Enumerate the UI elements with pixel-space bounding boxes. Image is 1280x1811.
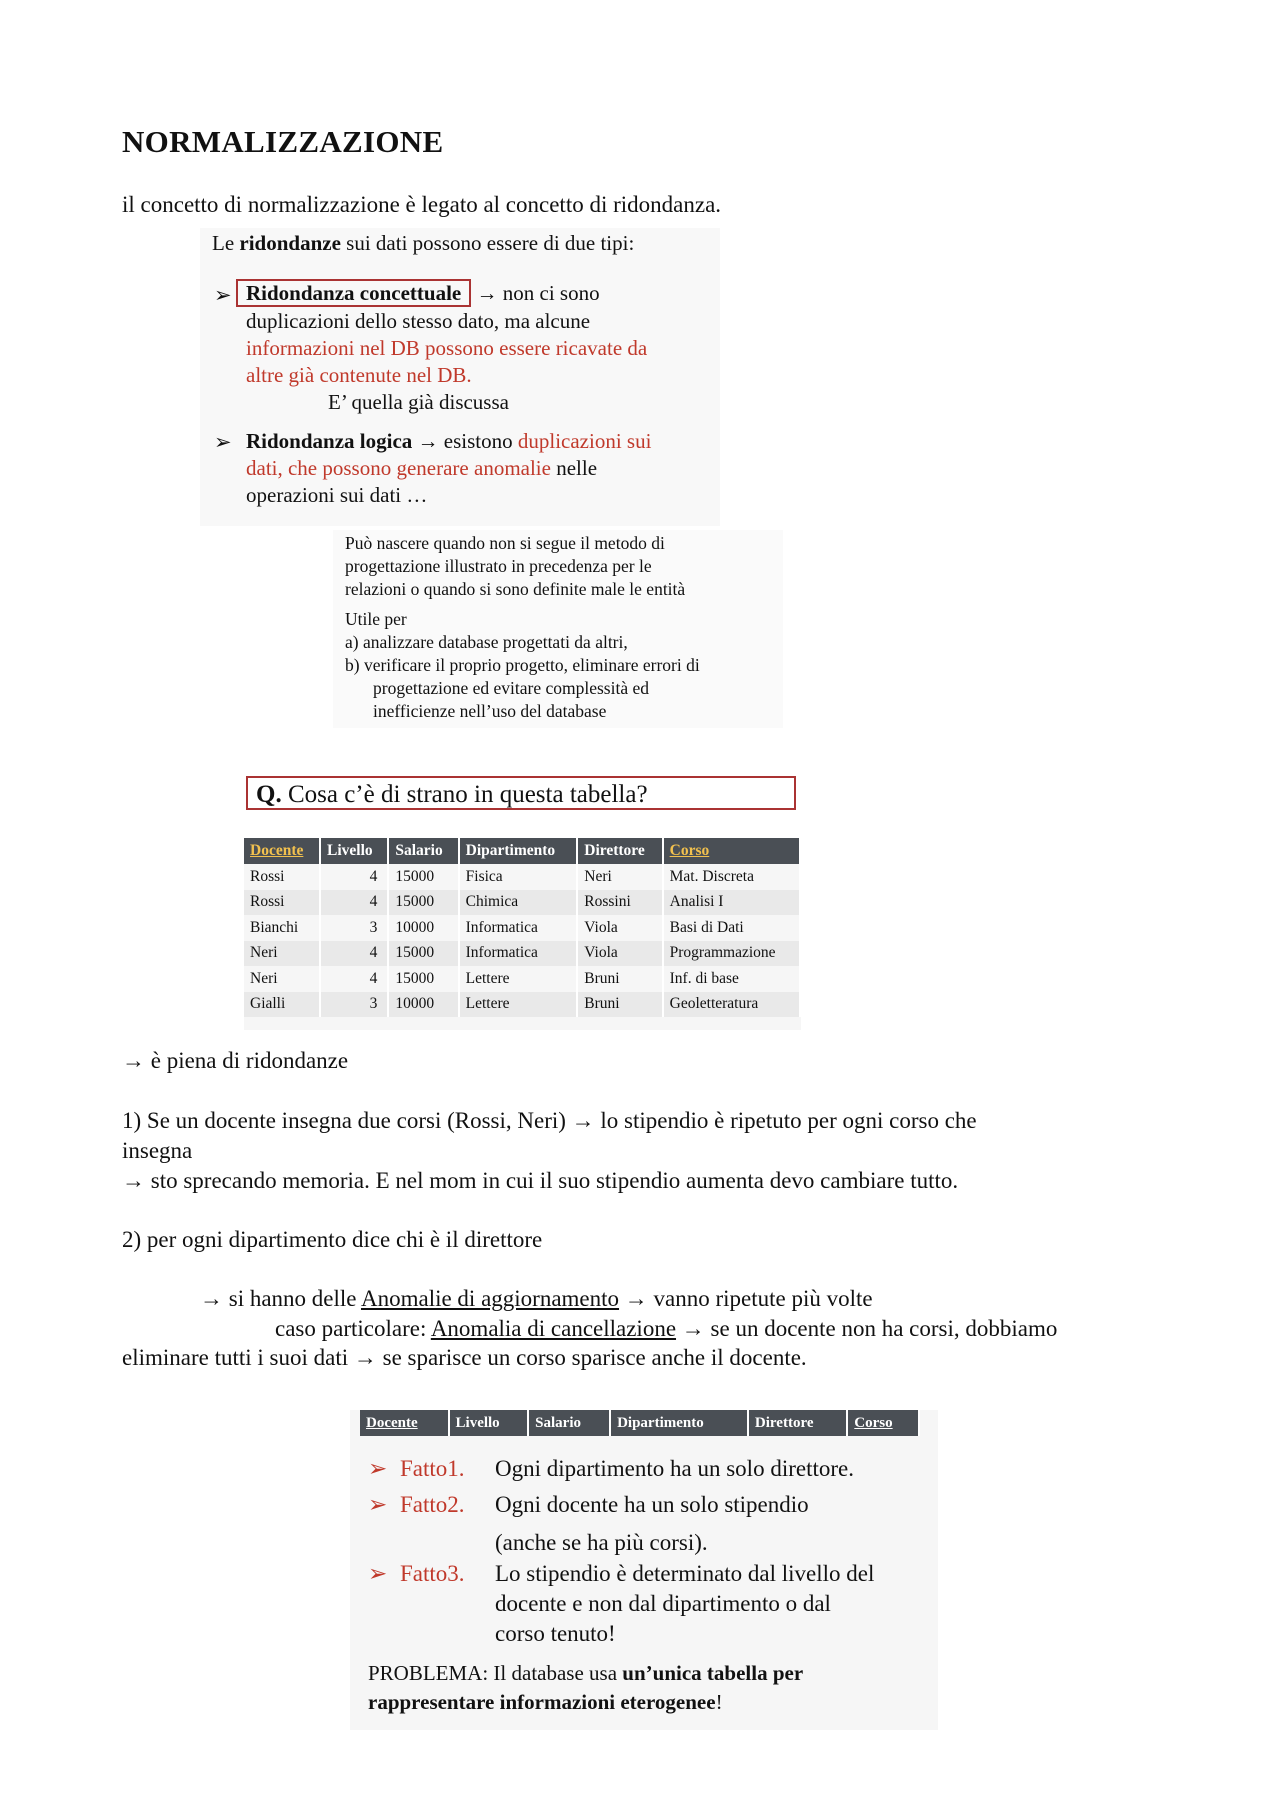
col-salario: Salario <box>388 838 458 864</box>
col-direttore: Direttore <box>748 1410 847 1436</box>
cell: Viola <box>577 941 662 967</box>
cell: Neri <box>577 864 662 890</box>
s2-b1: b) verificare il proprio progetto, eliminare errori di <box>345 655 700 675</box>
slide-fatti <box>350 1410 938 1730</box>
note-2: 2) per ogni dipartimento dice chi è il direttore <box>122 1227 543 1252</box>
example-table <box>244 838 801 1030</box>
s2-p1: Può nascere quando non si segue il metodo di <box>345 533 665 553</box>
cell: Mat. Discreta <box>663 864 800 890</box>
fatto2-text: Ogni docente ha un solo stipendio <box>495 1492 809 1517</box>
cell: Rossi <box>244 890 320 916</box>
b1-line2: duplicazioni dello stesso dato, ma alcune <box>246 309 591 333</box>
question-box: Q. Cosa c’è di strano in questa tabella? <box>246 776 796 810</box>
cell: Rossini <box>577 890 662 916</box>
b2-line3: operazioni sui dati … <box>246 483 428 507</box>
s2-p4: Utile per <box>345 609 407 629</box>
b2-line2: dati, che possono generare anomalie nelle <box>246 456 598 480</box>
cell: Neri <box>244 966 320 992</box>
b1-first-line: Ridondanza concettuale → non ci sono <box>236 280 600 307</box>
bullet-icon: ➢ <box>368 1492 388 1517</box>
cell: Basi di Dati <box>663 915 800 941</box>
fatto3-text2: docente e non dal dipartimento o dal <box>495 1591 831 1616</box>
fatto3-text: Lo stipendio è determinato dal livello del <box>495 1561 875 1586</box>
cell: Viola <box>577 915 662 941</box>
s2-p3: relazioni o quando si sono definite male le entità <box>345 579 686 599</box>
cell: Rossi <box>244 864 320 890</box>
col-corso: Corso <box>847 1410 919 1436</box>
cell: 4 <box>320 890 388 916</box>
fatto1-text: Ogni dipartimento ha un solo direttore. <box>495 1456 854 1481</box>
fatto1-label: Fatto1. <box>400 1456 465 1481</box>
cell: Lettere <box>459 992 578 1018</box>
cell: Gialli <box>244 992 320 1018</box>
cell: Chimica <box>459 890 578 916</box>
col-docente: Docente <box>360 1410 449 1436</box>
col-livello: Livello <box>449 1410 529 1436</box>
intro-text: il concetto di normalizzazione è legato al concetto di ridondanza. <box>122 192 722 217</box>
col-corso: Corso <box>663 838 800 864</box>
bullet-icon: ➢ <box>214 430 232 454</box>
table-row <box>244 941 800 967</box>
cell: 15000 <box>388 890 458 916</box>
table-row <box>244 864 800 890</box>
cell: 4 <box>320 966 388 992</box>
table-row <box>244 966 800 992</box>
cell: 3 <box>320 992 388 1018</box>
fatto3-label: Fatto3. <box>400 1561 465 1586</box>
cell: Geoletteratura <box>663 992 800 1018</box>
cell: Fisica <box>459 864 578 890</box>
problema-line1: PROBLEMA: Il database usa un’unica tabella per <box>368 1661 804 1685</box>
slide-ridondanze <box>200 228 720 526</box>
fatto2-text2: (anche se ha più corsi). <box>495 1530 708 1555</box>
cell: Informatica <box>459 941 578 967</box>
bullet-icon: ➢ <box>368 1561 388 1586</box>
cell: Neri <box>244 941 320 967</box>
cell: 15000 <box>388 941 458 967</box>
table-header-row <box>360 1410 919 1436</box>
s2-b2: progettazione ed evitare complessità ed <box>373 678 649 698</box>
note-1b: insegna <box>122 1138 193 1163</box>
b2-first-line: Ridondanza logica → esistono duplicazioni sui <box>246 429 652 453</box>
note-anomalie-aggiornamento: → si hanno delle Anomalie di aggiornamento → vanno ripetute più volte <box>200 1286 873 1311</box>
cell: Informatica <box>459 915 578 941</box>
note-anomalia-cancellazione: caso particolare: Anomalia di cancellazione → se un docente non ha corsi, dobbiamo <box>275 1316 1058 1341</box>
s2-p2: progettazione illustrato in precedenza per le <box>345 556 652 576</box>
page-title: NORMALIZZAZIONE <box>122 124 444 159</box>
col-dipartimento: Dipartimento <box>459 838 578 864</box>
b1-line4: altre già contenute nel DB. <box>246 363 472 387</box>
cell: 3 <box>320 915 388 941</box>
cell: Bruni <box>577 966 662 992</box>
slide1-lead: Le ridondanze sui dati possono essere di due tipi: <box>212 231 635 255</box>
ridondanza-concettuale-box: Ridondanza concettuale <box>236 279 471 307</box>
cell: 4 <box>320 864 388 890</box>
b1-line3: informazioni nel DB possono essere ricavate da <box>246 336 648 360</box>
cell: 10000 <box>388 992 458 1018</box>
cell: 15000 <box>388 966 458 992</box>
cell: Inf. di base <box>663 966 800 992</box>
cell: Analisi I <box>663 890 800 916</box>
cell: Bianchi <box>244 915 320 941</box>
table-row <box>244 890 800 916</box>
col-docente: Docente <box>244 838 320 864</box>
col-salario: Salario <box>528 1410 610 1436</box>
note-1c: → sto sprecando memoria. E nel mom in cui il suo stipendio aumenta devo cambiare tutto. <box>122 1168 959 1193</box>
col-direttore: Direttore <box>577 838 662 864</box>
note-1: 1) Se un docente insegna due corsi (Rossi, Neri) → lo stipendio è ripetuto per ogni corso che <box>122 1108 977 1133</box>
col-dipartimento: Dipartimento <box>610 1410 748 1436</box>
slide-utilita <box>333 530 783 728</box>
cell: Bruni <box>577 992 662 1018</box>
b1-line5: E’ quella già discussa <box>328 390 509 414</box>
bullet-icon: ➢ <box>214 283 232 307</box>
note-piena-ridondanze: → è piena di ridondanze <box>122 1048 349 1073</box>
fatto3-text3: corso tenuto! <box>495 1621 616 1646</box>
s2-a: a) analizzare database progettati da altri, <box>345 632 628 652</box>
cell: 15000 <box>388 864 458 890</box>
cell: 4 <box>320 941 388 967</box>
cell: 10000 <box>388 915 458 941</box>
col-livello: Livello <box>320 838 388 864</box>
table-row <box>244 915 800 941</box>
cell: Lettere <box>459 966 578 992</box>
note-cancellazione-tail: eliminare tutti i suoi dati → se sparisce un corso sparisce anche il docente. <box>122 1345 807 1370</box>
s2-b3: inefficienze nell’uso del database <box>373 701 607 721</box>
table-header-row <box>244 838 800 864</box>
cell: Programmazione <box>663 941 800 967</box>
bullet-icon: ➢ <box>368 1456 388 1481</box>
table-row <box>244 992 800 1018</box>
problema-line2: rappresentare informazioni eterogenee! <box>368 1690 723 1714</box>
fatto2-label: Fatto2. <box>400 1492 465 1517</box>
